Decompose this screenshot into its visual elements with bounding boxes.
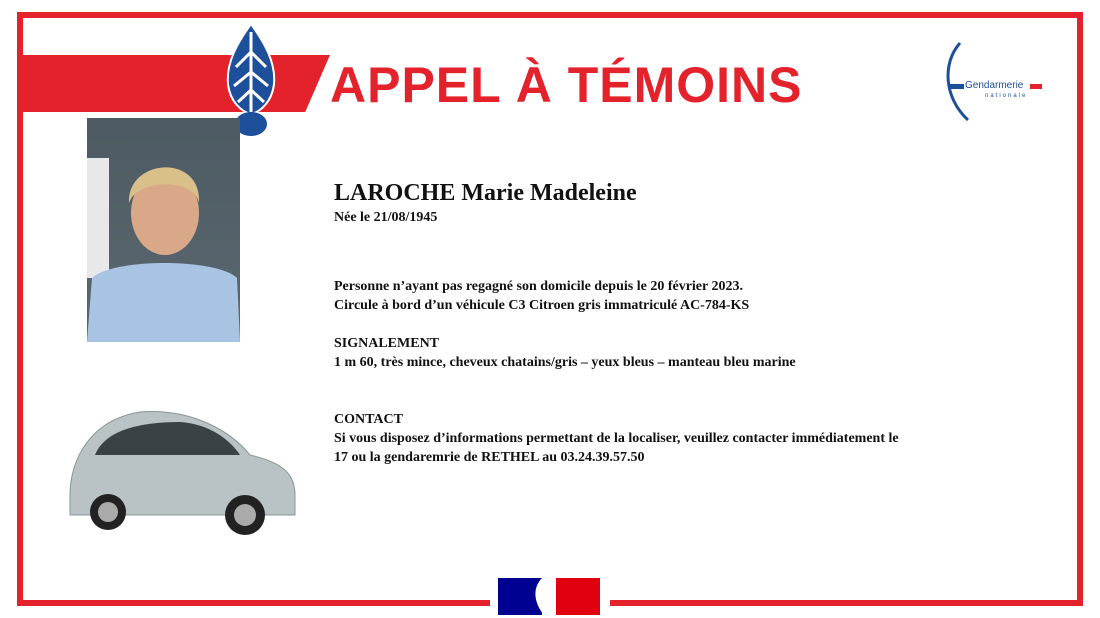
- logo-text: Gendarmerie: [965, 80, 1024, 91]
- contact-line-2: 17 ou la gendaremrie de RETHEL au 03.24.39.57.50: [334, 450, 645, 465]
- birth-date: Née le 21/08/1945: [334, 210, 438, 225]
- person-name: LAROCHE Marie Madeleine: [334, 180, 637, 206]
- situation-line-1: Personne n’ayant pas regagné son domicile depuis le 20 février 2023.: [334, 279, 743, 294]
- contact-line-1: Si vous disposez d’informations permettant de la localiser, veuillez contacter immédiatement le: [334, 431, 899, 446]
- page-title: APPEL À TÉMOINS: [330, 57, 803, 113]
- marianne-flag-logo: [498, 578, 600, 615]
- contact-heading: CONTACT: [334, 412, 403, 427]
- logo-subtext: nationale: [985, 93, 1028, 99]
- missing-person-photo: [87, 118, 240, 342]
- signalement-text: 1 m 60, très mince, cheveux chatains/gris – yeux bleus – manteau bleu marine: [334, 355, 796, 370]
- vehicle-image: [60, 400, 305, 540]
- signalement-heading: SIGNALEMENT: [334, 336, 440, 351]
- situation-line-2: Circule à bord d’un véhicule C3 Citroen gris immatriculé AC-784-KS: [334, 298, 750, 313]
- notice-content: [334, 178, 899, 467]
